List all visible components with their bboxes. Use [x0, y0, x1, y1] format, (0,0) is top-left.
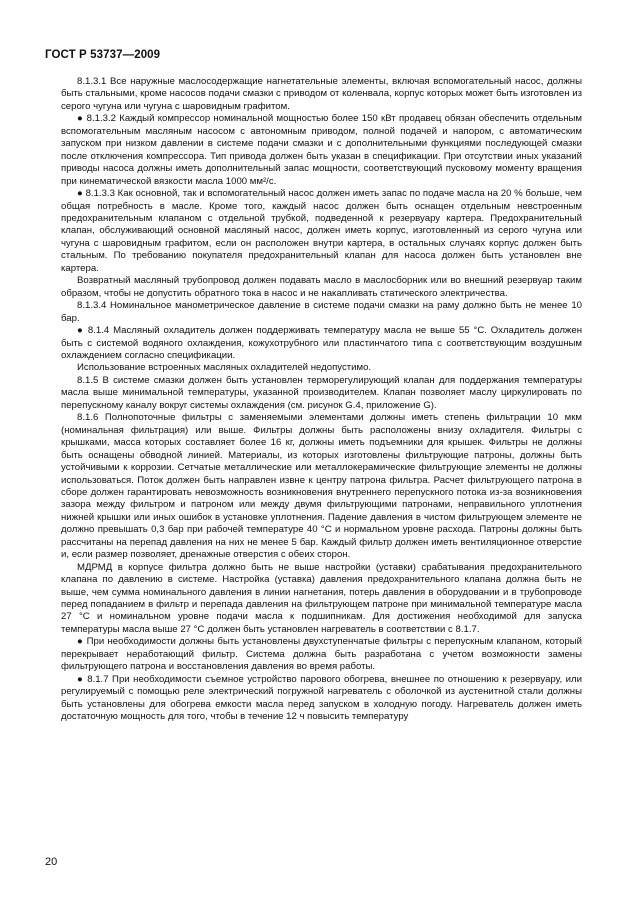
paragraph-8-1-3-2: ● 8.1.3.2 Каждый компрессор номинальной мощностью более 150 кВт продавец обязан обеспечить отдельным вспомогательным масляным насосом с автономным приводом, полной подачей и напором, с автоматическим запуском при низком давлении в системе подачи смазки и с дополнительными функциями последующей смазки после отключения компрессора. Тип привода должен быть указан в спецификации. При отсутствии иных указаний приводы насоса должны иметь дополнительный запас мощности, соответствующий пусковому моменту вращения при кинематической вязкости масла 1000 мм²/с.: [61, 113, 582, 187]
paragraph-return-pipeline: Возвратный масляный трубопровод должен подавать масло в маслосборник или во внешний резервуар таким образом, чтобы не допустить обратного тока в насос и не накапливать статического электричества.: [61, 275, 582, 299]
paragraph-8-1-3-1: 8.1.3.1 Все наружные маслосодержащие нагнетательные элементы, включая вспомогательный насос, должны быть стальными, кроме насосов подачи смазки с приводом от коленвала, корпус которых может быть изготовлен из серого чугуна или чугуна с шаровидным графитом.: [61, 76, 582, 112]
paragraph-8-1-3-4: 8.1.3.4 Номинальное манометрическое давление в системе подачи смазки на раму должно быть не менее 10 бар.: [61, 300, 582, 324]
paragraph-8-1-4: ● 8.1.4 Масляный охладитель должен поддерживать температуру масла не выше 55 °С. Охладитель должен быть с системой водяного охлаждения, кожухотрубного или пластинчатого типа с соответствующим воздушным охлаждением согласно спецификации.: [61, 325, 582, 361]
paragraph-8-1-3-3: ● 8.1.3.3 Как основной, так и вспомогательный насос должен иметь запас по подаче масла на 20 % больше, чем общая потребность в масле. Кроме того, каждый насос должен быть оснащен отдельным невстроенным предохранительным клапаном с отдельной трубкой, подведенной к резервуару картера. Предохранительный клапан, обслуживающий основной масляный насос, должен иметь корпус, изготовленный из серого чугуна или чугуна с шаровидным графитом, если он расположен внутри картера, в остальных случаях корпус должен быть стальным. По требованию покупателя предохранительный клапан для насоса должен быть установлен вне картера.: [61, 188, 582, 274]
paragraph-8-1-5: 8.1.5 В системе смазки должен быть установлен терморегулирующий клапан для поддержания температуры масла выше минимальной температуры, указанной производителем. Клапан позволяет маслу циркулировать по перепускному каналу вокруг системы охлаждения (см. рисунок G.4, приложение G).: [61, 374, 582, 411]
paragraph-built-in-coolers: Использование встроенных масляных охладителей недопустимо.: [77, 362, 372, 374]
document-body: [61, 76, 582, 724]
document-header: ГОСТ Р 53737—2009: [45, 49, 161, 61]
paragraph-8-1-6: 8.1.6 Полнопоточные фильтры с заменяемыми элементами должны иметь степень фильтрации 10 мкм (номинальная фильтрация) или выше. Фильтры должны быть расположены внизу охладителя. Фильтры с крышками, масса которых составляет более 16 кг, должны иметь подъемники для крышек. Фильтры не должны быть оснащены обводной линией. Материалы, из которых изготовлены фильтрующие патроны, должны быть устойчивыми к коррозии. Сетчатые металлические или металлокерамические фильтрующие элементы не должны использоваться. Поток должен быть направлен извне к центру патрона фильтра. Расчет фильтрующего патрона в сборе должен гарантировать невозможность возникновения внутреннего перепускного потока из-за возникновения зазора между фильтром и патроном или между двумя фильтрующими патронами, неправильного уплотнения нижней крышки или иных ошибок в установке уплотнения. Падение давления в чистом фильтрующем элементе не должно превышать 0,3 бар при рабочей температуре 40 °С и нормальном уровне расхода. Патроны должны быть рассчитаны на перепад давления на них не менее 5 бар. Каждый фильтр должен иметь вентиляционное отверстие и, если размер позволяет, дренажные отверстия с обеих сторон.: [61, 412, 582, 561]
page-number: 20: [45, 856, 58, 868]
paragraph-8-1-7: ● 8.1.7 При необходимости съемное устройство парового обогрева, внешнее по отношению к резервуару, или регулируемый с помощью реле электрический погружной нагреватель с оболочкой из аустенитной стали должны быть установлены для обогрева емкости масла перед запуском в холодную погоду. Нагреватель должен иметь достаточную мощность для того, чтобы в течение 12 ч повысить температуру: [61, 673, 582, 723]
paragraph-mdrmd: МДРМД в корпусе фильтра должно быть не выше настройки (уставки) срабатывания предохранительного клапана по давлению в системе. Настройка (уставка) давления предохранительного клапана должна быть не выше, чем сумма номинального давления в линии нагнетания, потерь давления в оборудовании и в трубопроводе перед попаданием в фильтр и перепада давления на фильтрующем патроне при минимальной температуре масла 27 °С и номинальном уровне подачи масла к подшипникам. Для достижения необходимой для запуска температуры масла выше 27 °С должен быть установлен нагреватель в соответствии с 8.1.7.: [61, 561, 582, 635]
paragraph-two-stage-filters: ● При необходимости должны быть установлены двухступенчатые фильтры с перепускным клапаном, который перекрывает неработающий фильтр. Система должна быть разработана с учетом возможности замены фильтрующего патрона и восстановления давления во время работы.: [61, 636, 582, 673]
